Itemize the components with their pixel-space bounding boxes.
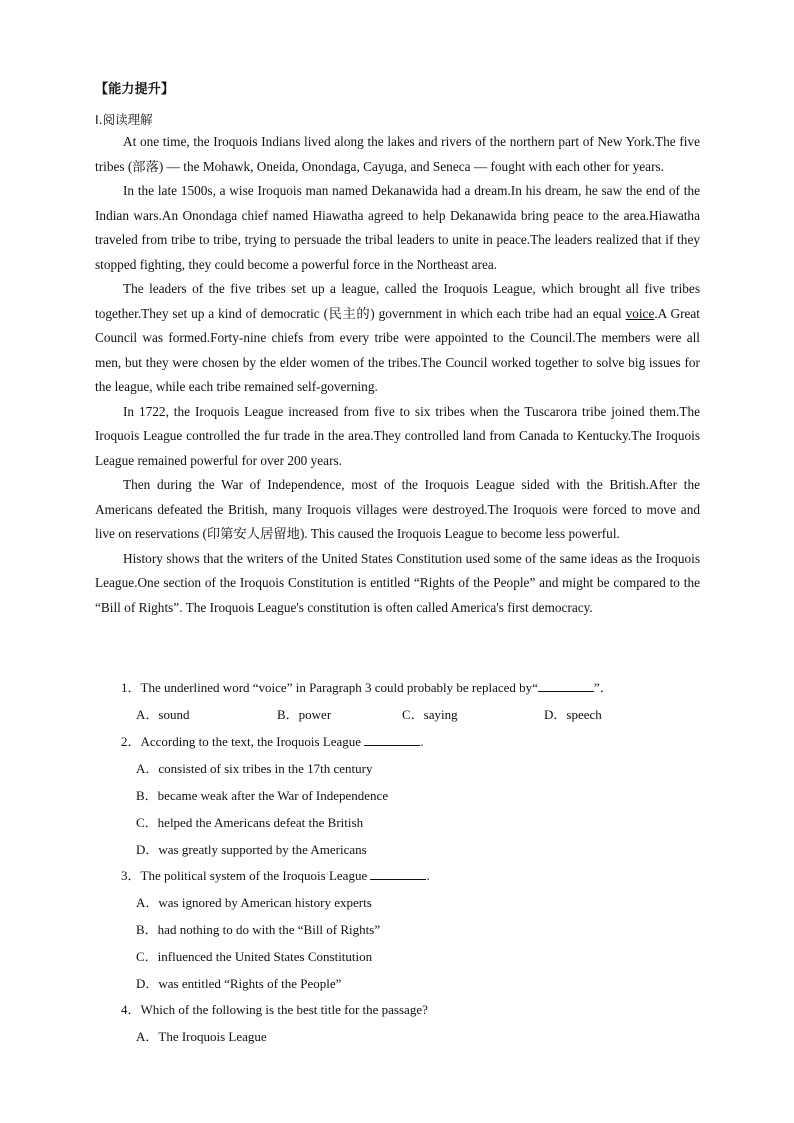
question-2-stem-end: .: [420, 734, 424, 749]
paragraph-4: In 1722, the Iroquois League increased from five to six tribes when the Tuscarora tribe joined them.The Iroquois League controlled the fur trade in the area.They controlled land from Canada to Kentucky.The Iroquois League remained powerful for over 200 years.: [95, 403, 700, 468]
question-1-stem: [95, 675, 700, 701]
option-d: D．was entitled “Rights of the People”: [136, 976, 342, 991]
question-3-stem-text: 3．The political system of the Iroquois League: [121, 868, 371, 883]
option-b: B．power: [277, 707, 332, 722]
section-title: 【能力提升】: [95, 82, 175, 97]
question-1-stem-text: 1．The underlined word “voice” in Paragraph 3 could probably be replaced by“: [121, 680, 538, 695]
option-a: A．was ignored by American history experts: [136, 895, 372, 910]
paragraph-2: In the late 1500s, a wise Iroquois man named Dekanawida had a dream.In his dream, he saw the end of the Indian wars.An Onondaga chief named Hiawatha agreed to help Dekanawida bring peace to the area.Hiawatha traveled from tribe to tribe, trying to persuade the tribal leaders to unite in peace.The leaders realized that if they stopped fighting, they could become a powerful force in the Northeast area.: [95, 183, 700, 272]
answer-blank: [538, 679, 594, 692]
question-3: [95, 863, 700, 997]
paragraph-3-text-after: .A Great Council was formed.Forty-nine chiefs from every tribe were appointed to the Council.The members were all men, but they were chosen by the elder women of the tribes.The Council worked together to solve big issues for the league, while each tribe remained self-governing.: [95, 305, 700, 394]
question-4-stem: 4．Which of the following is the best title for the passage?: [121, 1002, 428, 1017]
option-a: A．sound: [136, 707, 190, 722]
question-1-options: [95, 701, 700, 729]
reading-passage: [95, 130, 700, 620]
option-c: C．helped the Americans defeat the British: [136, 815, 364, 830]
paragraph-3: [95, 277, 700, 400]
option-a: A．consisted of six tribes in the 17th century: [136, 761, 373, 776]
option-d: D．speech: [544, 707, 602, 722]
question-3-stem-end: .: [426, 868, 430, 883]
answer-blank: [364, 733, 420, 746]
question-3-stem: [95, 863, 700, 889]
paragraph-5: Then during the War of Independence, most of the Iroquois League sided with the British.After the Americans defeated the British, many Iroquois villages were destroyed.The Iroquois were forced to move and live on reservations (印第安人居留地). This caused the Iroquois League to become less powerful.: [95, 477, 700, 541]
answer-blank: [370, 867, 426, 880]
subsection-title: Ⅰ.阅读理解: [95, 112, 153, 127]
paragraph-1: At one time, the Iroquois Indians lived along the lakes and rivers of the northern part of New York.The five tribes (部落) — the Mohawk, Oneida, Onondaga, Cayuga, and Seneca — fought with each other for years.: [95, 134, 700, 174]
option-d: D．was greatly supported by the Americans: [136, 842, 367, 857]
option-b: B．became weak after the War of Independence: [136, 788, 389, 803]
paragraph-3-text-before: The leaders of the five tribes set up a league, called the Iroquois League, which brought all five tribes together.They set up a kind of democratic (民主的) government in which each tribe had an equal: [95, 281, 700, 321]
question-2: [95, 729, 700, 863]
option-a: A．The Iroquois League: [136, 1029, 267, 1044]
option-c: C．saying: [402, 707, 458, 722]
option-b: B．had nothing to do with the “Bill of Rights”: [136, 922, 381, 937]
question-1: [95, 675, 700, 729]
option-c: C．influenced the United States Constitution: [136, 949, 373, 964]
underlined-word: voice: [625, 305, 655, 321]
paragraph-6: History shows that the writers of the United States Constitution used some of the same ideas as the Iroquois League.One section of the Iroquois Constitution is entitled “Rights of the People” and might be compared to the “Bill of Rights”. The Iroquois League's constitution is often called America's first democracy.: [95, 550, 700, 615]
question-list: [95, 675, 700, 1050]
question-4: [95, 997, 700, 1050]
question-2-stem: [95, 729, 700, 755]
question-2-stem-text: 2．According to the text, the Iroquois League: [121, 734, 365, 749]
question-1-stem-end: ”．: [593, 680, 613, 695]
